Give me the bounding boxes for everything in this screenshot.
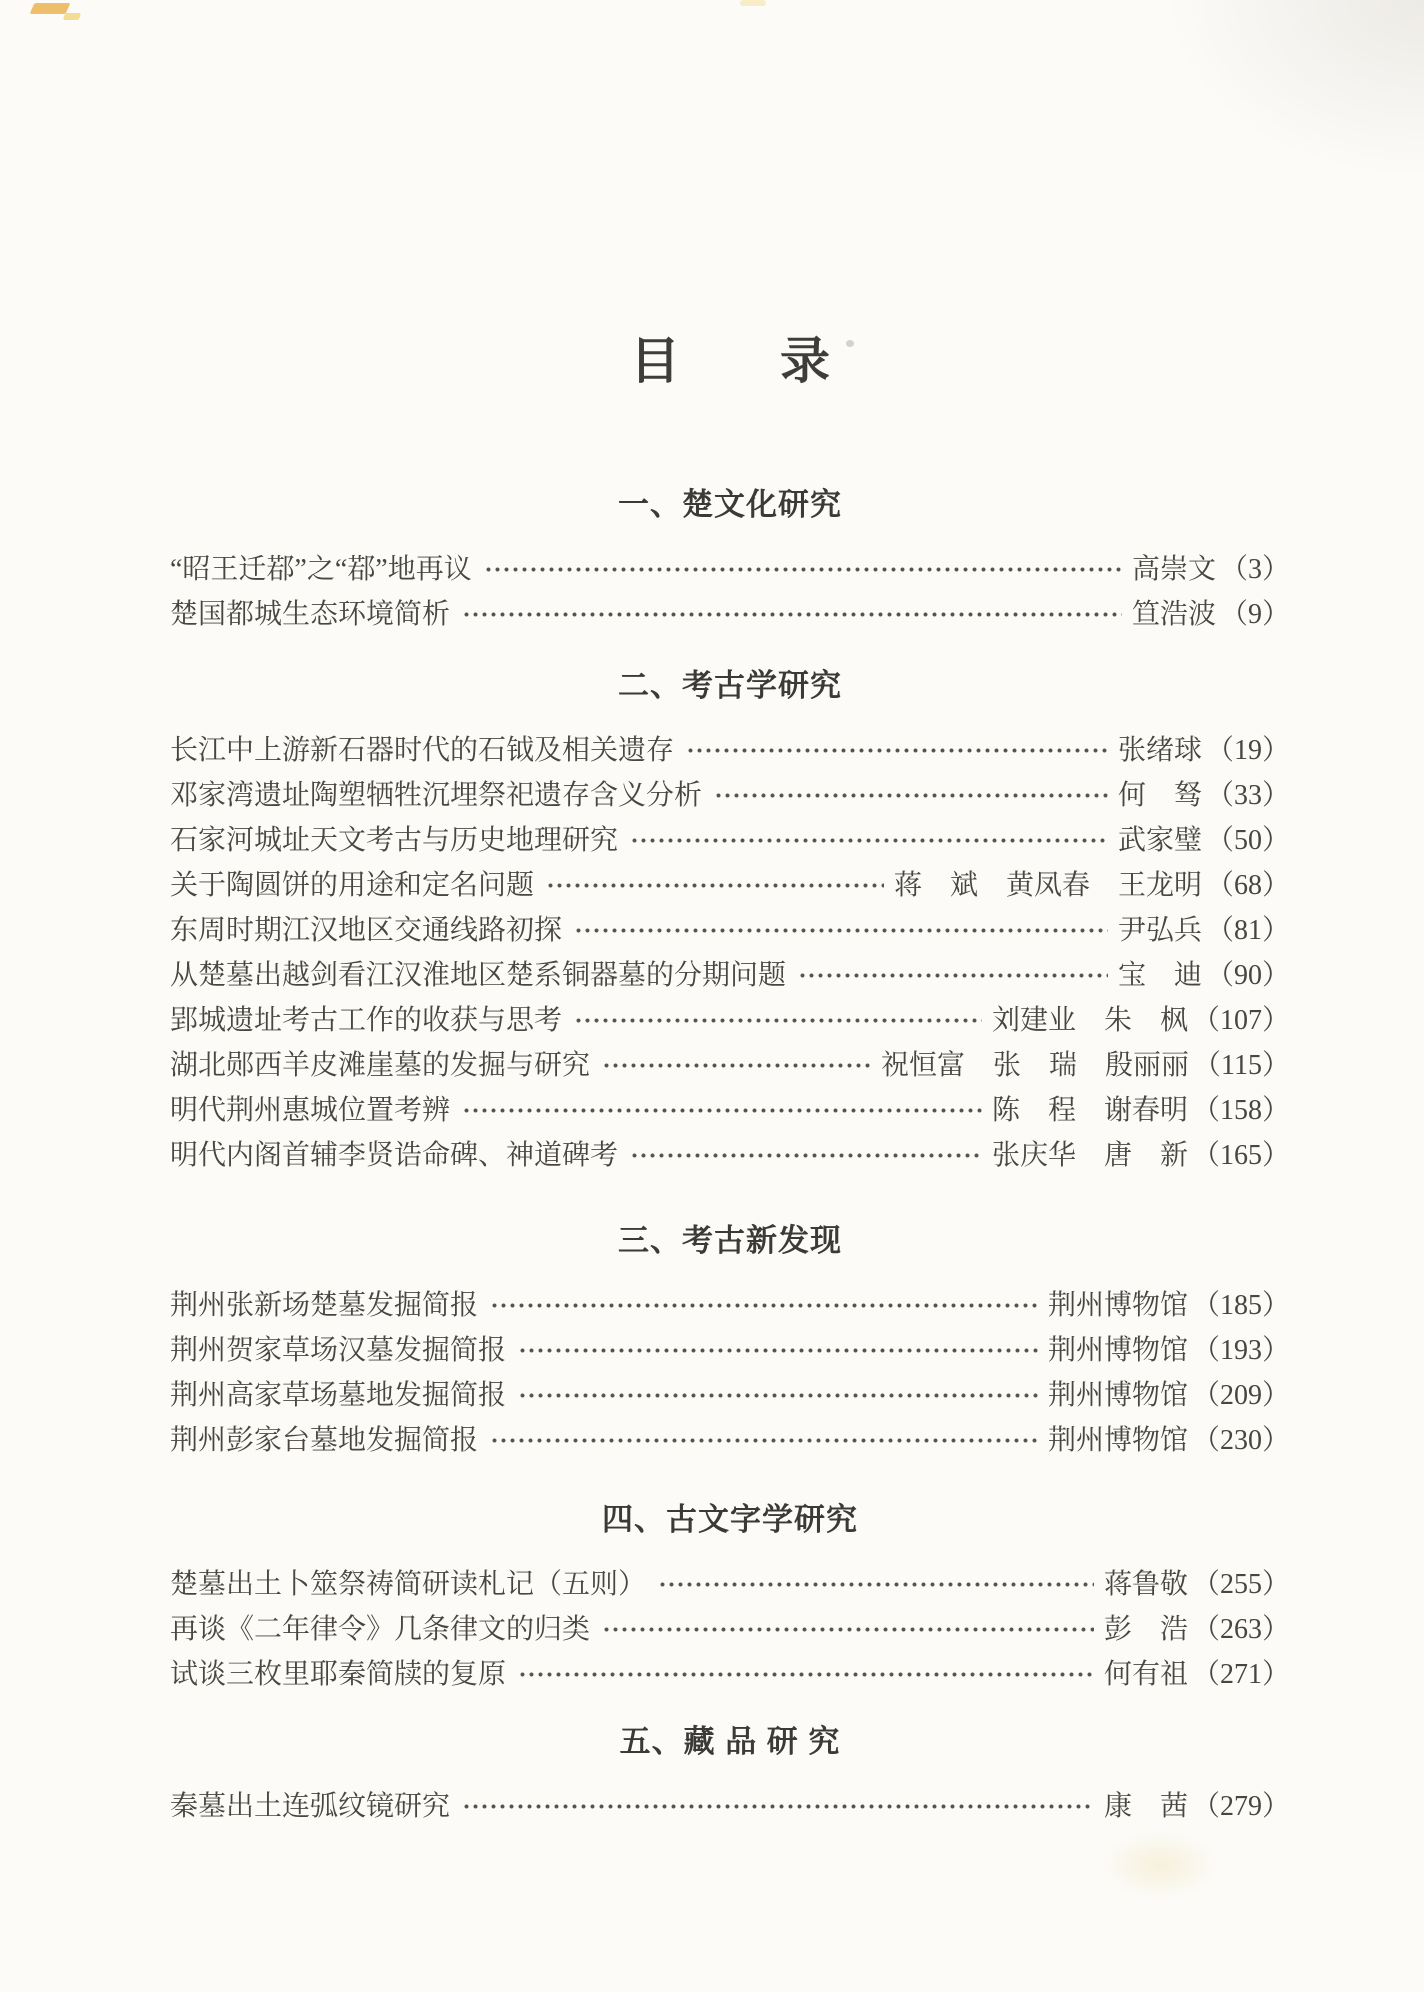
toc-entry <box>170 1784 1290 1829</box>
entry-page-number: （115） <box>1193 1049 1290 1081</box>
toc-entry <box>170 1088 1290 1133</box>
section-heading: 一、楚文化研究 <box>618 487 842 522</box>
scan-artifact <box>1100 1830 1220 1900</box>
toc-entry <box>170 547 1290 592</box>
entry-title: 楚国都城生态环境简析 <box>170 598 451 630</box>
toc-section <box>170 1725 1290 1829</box>
toc-entry <box>170 1043 1290 1088</box>
dot-leader <box>462 592 1122 637</box>
dot-leader <box>798 953 1108 998</box>
toc-sections <box>170 488 1290 1829</box>
toc-entry <box>170 863 1290 908</box>
entry-authors: 张绪球 <box>1117 734 1202 766</box>
toc-entry <box>170 773 1290 818</box>
entry-title: 石家河城址天文考古与历史地理研究 <box>170 824 619 856</box>
scan-artifact <box>30 3 71 14</box>
entry-page-number: （255） <box>1191 1568 1290 1600</box>
entry-page-number: （271） <box>1191 1658 1290 1690</box>
entry-title: 从楚墓出越剑看江汉淮地区楚系铜器墓的分期问题 <box>170 959 787 991</box>
page-title: 目 录 <box>630 333 830 389</box>
entry-authors: 荆州博物馆 <box>1047 1379 1188 1411</box>
dot-leader <box>602 1607 1094 1652</box>
entry-page-number: （68） <box>1205 869 1290 901</box>
dot-leader <box>630 818 1108 863</box>
entry-title: 荆州贺家草场汉墓发掘简报 <box>170 1334 507 1366</box>
dot-leader <box>518 1652 1094 1697</box>
toc-entry <box>170 1652 1290 1697</box>
entry-title: 明代内阁首辅李贤诰命碑、神道碑考 <box>170 1139 619 1171</box>
toc-entry <box>170 728 1290 773</box>
toc-entry <box>170 1418 1290 1463</box>
scan-artifact <box>63 13 81 20</box>
entry-page-number: （3） <box>1219 553 1290 585</box>
toc-entry <box>170 998 1290 1043</box>
entry-authors: 荆州博物馆 <box>1047 1334 1188 1366</box>
entry-page-number: （209） <box>1191 1379 1290 1411</box>
entry-page-number: （185） <box>1191 1289 1290 1321</box>
entry-title: 郢城遗址考古工作的收获与思考 <box>170 1004 563 1036</box>
entry-title: 荆州彭家台墓地发掘简报 <box>170 1424 479 1456</box>
dot-leader <box>490 1418 1038 1463</box>
section-heading: 三、考古新发现 <box>618 1223 842 1259</box>
entry-authors: 陈 程 谢春明 <box>991 1094 1188 1126</box>
entry-page-number: （193） <box>1191 1334 1290 1366</box>
dot-leader <box>518 1328 1038 1373</box>
toc-entry <box>170 908 1290 953</box>
toc-section <box>170 1224 1290 1463</box>
entry-page-number: （230） <box>1191 1424 1290 1456</box>
entry-authors: 张庆华 唐 新 <box>991 1139 1188 1171</box>
dot-leader <box>686 728 1108 773</box>
entry-authors: 宝 迪 <box>1117 959 1202 991</box>
entry-authors: 祝恒富 张 瑞 殷丽丽 <box>881 1049 1190 1081</box>
toc-entry <box>170 1607 1290 1652</box>
toc-section <box>170 488 1290 637</box>
entry-page-number: （81） <box>1205 914 1290 946</box>
entry-page-number: （279） <box>1191 1790 1290 1822</box>
entry-page-number: （263） <box>1191 1613 1290 1645</box>
entry-page-number: （33） <box>1205 779 1290 811</box>
entry-authors: 何有祖 <box>1103 1658 1188 1690</box>
entry-authors: 刘建业 朱 枫 <box>991 1004 1188 1036</box>
toc-entry <box>170 953 1290 998</box>
toc-content <box>170 0 1290 1829</box>
dot-leader <box>518 1373 1038 1418</box>
entry-authors: 尹弘兵 <box>1117 914 1202 946</box>
toc-entry <box>170 592 1290 637</box>
entry-authors: 蒋鲁敬 <box>1103 1568 1188 1600</box>
entry-authors: 何 驽 <box>1117 779 1202 811</box>
entry-authors: 康 茜 <box>1103 1790 1188 1822</box>
dot-leader <box>574 998 982 1043</box>
toc-entry <box>170 818 1290 863</box>
entry-title: 东周时期江汉地区交通线路初探 <box>170 914 563 946</box>
entry-title: 楚墓出土卜筮祭祷简研读札记（五则） <box>170 1568 647 1600</box>
entry-title: “昭王迁鄀”之“鄀”地再议 <box>170 553 472 585</box>
entry-title: 长江中上游新石器时代的石钺及相关遗存 <box>170 734 675 766</box>
entry-page-number: （50） <box>1205 824 1290 856</box>
entry-title: 湖北郧西羊皮滩崖墓的发掘与研究 <box>170 1049 591 1081</box>
toc-entry <box>170 1283 1290 1328</box>
section-heading: 二、考古学研究 <box>618 668 842 704</box>
entry-page-number: （9） <box>1219 598 1290 630</box>
dot-leader <box>490 1283 1038 1328</box>
entry-title: 明代荆州惠城位置考辨 <box>170 1094 451 1126</box>
entry-authors: 武家璧 <box>1117 824 1202 856</box>
entry-authors: 蒋 斌 黄凤春 王龙明 <box>893 869 1202 901</box>
dot-leader <box>484 547 1122 592</box>
entry-authors: 荆州博物馆 <box>1047 1424 1188 1456</box>
section-heading: 四、古文字学研究 <box>602 1502 858 1538</box>
toc-entry <box>170 1328 1290 1373</box>
entry-title: 关于陶圆饼的用途和定名问题 <box>170 869 535 901</box>
entry-authors: 笪浩波 <box>1131 598 1216 630</box>
toc-entry <box>170 1562 1290 1607</box>
toc-section <box>170 1503 1290 1697</box>
dot-leader <box>602 1043 871 1088</box>
entry-authors: 高崇文 <box>1131 553 1216 585</box>
entry-page-number: （158） <box>1191 1094 1290 1126</box>
entry-title: 邓家湾遗址陶塑牺牲沉埋祭祀遗存含义分析 <box>170 779 703 811</box>
entry-authors: 彭 浩 <box>1103 1613 1188 1645</box>
section-heading: 五、藏 品 研 究 <box>619 1724 841 1760</box>
dot-leader <box>714 773 1108 818</box>
entry-title: 秦墓出土连弧纹镜研究 <box>170 1790 451 1822</box>
entry-page-number: （19） <box>1205 734 1290 766</box>
entry-page-number: （107） <box>1191 1004 1290 1036</box>
dot-leader <box>574 908 1108 953</box>
dot-leader <box>546 863 884 908</box>
dot-leader <box>630 1133 982 1178</box>
toc-entry <box>170 1373 1290 1418</box>
dot-leader <box>462 1088 982 1133</box>
dot-leader <box>462 1784 1094 1829</box>
entry-title: 再谈《二年律令》几条律文的归类 <box>170 1613 591 1645</box>
dot-leader <box>658 1562 1094 1607</box>
entry-page-number: （90） <box>1205 959 1290 991</box>
entry-page-number: （165） <box>1191 1139 1290 1171</box>
entry-authors: 荆州博物馆 <box>1047 1289 1188 1321</box>
entry-title: 荆州张新场楚墓发掘简报 <box>170 1289 479 1321</box>
entry-title: 试谈三枚里耶秦简牍的复原 <box>170 1658 507 1690</box>
entry-title: 荆州高家草场墓地发掘简报 <box>170 1379 507 1411</box>
toc-entry <box>170 1133 1290 1178</box>
toc-section <box>170 669 1290 1178</box>
